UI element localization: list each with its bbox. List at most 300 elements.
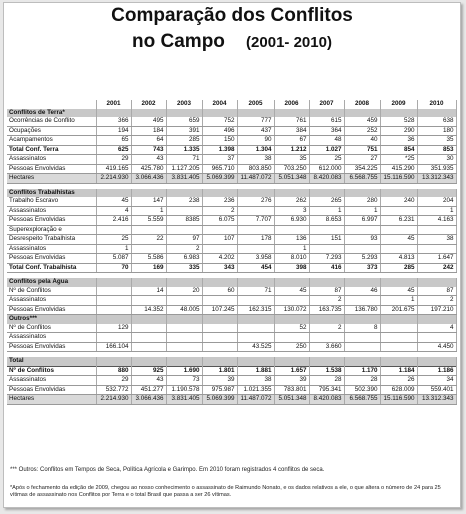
table-cell: 6.231 [380,216,417,226]
table-cell [131,189,166,198]
table-cell: 1.657 [274,366,309,376]
table-cell: 30 [417,155,456,165]
table-cell [309,357,344,366]
table-cell: 528 [380,117,417,126]
table-cell: 880 [96,366,131,376]
table-cell: 2 [166,244,202,254]
table-row [7,197,456,206]
row-label: Nº de Conflitos [7,287,96,296]
table-cell [202,315,237,324]
table-cell: 60 [202,287,237,296]
table-cell: 502.390 [344,385,380,395]
table-cell [417,315,456,324]
table-row [7,342,456,352]
table-cell [202,225,237,235]
table-cell: 5.559 [131,216,166,226]
table-cell: 1.190.578 [166,385,202,395]
table-cell: 2.416 [96,216,131,226]
table-cell: 853 [417,145,456,155]
table-cell: 194 [96,126,131,136]
table-cell [380,109,417,118]
table-cell: 1.881 [237,366,274,376]
table-cell: 3.831.405 [166,174,202,184]
table-cell: 45 [274,287,309,296]
table-row [7,324,456,333]
table-cell [237,278,274,287]
table-cell: 975.987 [202,385,237,395]
table-cell [96,287,131,296]
table-row [7,155,456,165]
table-cell: 3.066.436 [131,174,166,184]
table-cell: 496 [202,126,237,136]
table-cell [237,357,274,366]
table-cell: 39 [202,376,237,386]
table-cell: 1.801 [202,366,237,376]
table-cell [344,342,380,352]
table-cell: 166.104 [96,342,131,352]
table-cell: 1.538 [309,366,344,376]
table-cell: 1 [417,206,456,216]
table-cell: 45 [96,197,131,206]
subtitle-text: no Campo [132,31,225,52]
header-corner [7,100,96,109]
table-cell: 1 [380,296,417,306]
table-cell [131,333,166,343]
table-cell: 343 [202,263,237,273]
row-label: Assassinatos [7,296,96,306]
row-label: Conflitos pela Água [7,278,96,287]
row-label: Pessoas Envolvidas [7,216,96,226]
table-cell: 364 [309,126,344,136]
table-cell [202,244,237,254]
table-cell: 8.420.083 [309,395,344,405]
table-cell: 280 [344,197,380,206]
table-cell [166,225,202,235]
year-header: 2001 [96,100,131,109]
table-cell [309,244,344,254]
table-cell [131,357,166,366]
table-cell: 45 [380,235,417,245]
table-cell [344,278,380,287]
table-cell: 8.420.083 [309,174,344,184]
table-cell [344,357,380,366]
table-cell [131,342,166,352]
table-cell: 6.930 [274,216,309,226]
table-cell: 425.780 [131,164,166,174]
year-header: 2002 [131,100,166,109]
table-cell: 3 [274,206,309,216]
table-cell: 638 [417,117,456,126]
table-cell: 290 [380,126,417,136]
table-cell: 454 [237,263,274,273]
table-cell: 136 [274,235,309,245]
table-cell: 6.568.755 [344,395,380,405]
page-title: Comparação dos Conflitos [111,5,353,26]
table-cell: 40 [344,136,380,146]
table-cell [237,225,274,235]
table-cell [96,333,131,343]
table-row [7,174,456,184]
table-cell [237,324,274,333]
table-cell [202,333,237,343]
table-cell: 8.653 [309,216,344,226]
table-cell [131,244,166,254]
table-cell: 1 [344,206,380,216]
table-cell: 14 [131,287,166,296]
table-cell [237,109,274,118]
table-cell: 437 [237,126,274,136]
table-cell [274,357,309,366]
table-cell [274,296,309,306]
table-cell: 1.027 [309,145,344,155]
row-label: Nº de Conflitos [7,366,96,376]
table-row [7,136,456,146]
table-cell: 276 [237,197,274,206]
table-cell [380,315,417,324]
section-header-row [7,189,456,198]
table-cell [274,278,309,287]
page-subtitle [4,31,460,53]
table-cell: 38 [237,376,274,386]
table-cell [166,315,202,324]
table-cell [166,342,202,352]
table-cell: 178 [237,235,274,245]
table-cell [380,225,417,235]
table-cell [309,333,344,343]
table-cell: 2 [309,296,344,306]
table-cell: 4 [96,206,131,216]
table-row [7,305,456,315]
table-cell [380,278,417,287]
row-label: Hectares [7,174,96,184]
table-cell: 180 [417,126,456,136]
table-cell [96,315,131,324]
table-cell: 22 [131,235,166,245]
table-cell: 28 [344,376,380,386]
row-label: Pessoas Envolvidas [7,164,96,174]
table-cell [417,109,456,118]
table-row [7,376,456,386]
table-cell: 52 [274,324,309,333]
total-row [7,263,456,273]
table-cell: 71 [166,155,202,165]
table-cell [202,324,237,333]
table-cell: 15.116.590 [380,174,417,184]
table-cell [344,189,380,198]
table-cell: 1.212 [274,145,309,155]
table-cell: 391 [166,126,202,136]
table-cell: 35 [274,155,309,165]
table-cell: 262 [274,197,309,206]
year-range: (2001- 2010) [246,34,332,51]
table-cell: 2 [309,324,344,333]
table-cell: 751 [344,145,380,155]
table-cell: 35 [417,136,456,146]
table-cell [166,333,202,343]
table-cell: 1.186 [417,366,456,376]
table-cell: 27 [344,155,380,165]
table-cell [417,278,456,287]
table-cell: 14.352 [131,305,166,315]
table-cell [417,189,456,198]
row-label: Assassinatos [7,206,96,216]
section-header-row [7,315,456,324]
table-cell: 1.127.205 [166,164,202,174]
table-cell: 6.997 [344,216,380,226]
table-cell: 451.277 [131,385,166,395]
table-cell [202,109,237,118]
table-cell [309,315,344,324]
table-cell [344,225,380,235]
table-row [7,225,456,235]
table-cell [344,333,380,343]
table-cell: 107 [202,235,237,245]
table-cell: 285 [166,136,202,146]
table-cell: 5.051.348 [274,395,309,405]
table-cell [274,109,309,118]
table-cell: 285 [380,263,417,273]
table-cell [344,315,380,324]
table-cell: 1.170 [344,366,380,376]
year-header: 2009 [380,100,417,109]
table-cell: 743 [131,145,166,155]
table-cell [380,357,417,366]
table-cell [380,333,417,343]
table-cell: 169 [131,263,166,273]
table-cell [417,357,456,366]
table-cell: 67 [274,136,309,146]
table-cell: 335 [166,263,202,273]
table-cell: 5.087 [96,254,131,264]
table-cell [237,206,274,216]
table-cell: 384 [274,126,309,136]
table-cell: 2.214.930 [96,174,131,184]
table-cell: 184 [131,126,166,136]
table-cell [274,315,309,324]
table-cell: 5.069.399 [202,395,237,405]
footnote-outros: *** Outros: Conflitos em Tempos de Seca, Política Agrícola e Garimpo. Em 2010 foram registrados 4 conflitos de seca. [10,467,325,473]
table-cell: 803.850 [237,164,274,174]
section-header-row [7,109,456,118]
table-cell: 13.312.343 [417,395,456,405]
table-row [7,235,456,245]
table-cell [309,225,344,235]
table-cell: 151 [309,235,344,245]
table-cell: 45 [380,287,417,296]
table-row [7,164,456,174]
table-cell: 236 [202,197,237,206]
table-cell: 25 [96,235,131,245]
row-label: Trabalho Escravo [7,197,96,206]
table-cell: 1.690 [166,366,202,376]
table-cell: 129 [96,324,131,333]
table-cell [309,278,344,287]
table-cell: 366 [96,117,131,126]
table-body [7,109,456,405]
table-cell: 13.312.343 [417,174,456,184]
row-label: Desrespeito Trabalhista [7,235,96,245]
table-cell: 612.000 [309,164,344,174]
table-cell: 615 [309,117,344,126]
table-cell: 8.010 [274,254,309,264]
table-cell: 150 [202,136,237,146]
row-label: Hectares [7,395,96,405]
row-label: Total Conf. Terra [7,145,96,155]
table-cell: 204 [417,197,456,206]
table-cell [202,357,237,366]
table-cell: 48.005 [166,305,202,315]
table-cell: 559.401 [417,385,456,395]
table-cell: 15.116.590 [380,395,417,405]
table-cell: 777 [237,117,274,126]
table-cell [202,296,237,306]
table-cell: 1.335 [166,145,202,155]
table-cell [96,189,131,198]
table-cell: 8385 [166,216,202,226]
table-row [7,395,456,405]
table-cell: 25 [309,155,344,165]
table-cell: 1 [309,206,344,216]
table-cell: 4.202 [202,254,237,264]
table-cell: *25 [380,155,417,165]
table-cell: 11.487.072 [237,395,274,405]
table-cell [344,244,380,254]
table-cell: 38 [237,155,274,165]
table-cell [344,296,380,306]
table-cell [237,315,274,324]
table-cell: 7.293 [309,254,344,264]
table-cell: 71 [237,287,274,296]
table-cell: 46 [344,287,380,296]
table-cell: 29 [96,155,131,165]
total-row [7,145,456,155]
table-cell: 130.072 [274,305,309,315]
table-cell [309,189,344,198]
table-cell [274,225,309,235]
table-cell: 703.250 [274,164,309,174]
table-cell: 625 [96,145,131,155]
row-label: Pessoas Envolvidas [7,385,96,395]
table-cell: 354.225 [344,164,380,174]
table-cell [380,342,417,352]
table-cell: 43.525 [237,342,274,352]
table-cell: 38 [417,235,456,245]
table-cell: 8 [344,324,380,333]
table-cell: 854 [380,145,417,155]
table-cell: 26 [380,376,417,386]
table-cell [237,296,274,306]
table-cell: 416 [309,263,344,273]
table-cell: 965.710 [202,164,237,174]
table-cell: 628.009 [380,385,417,395]
row-label: Ocorrências de Conflito [7,117,96,126]
table-cell: 240 [380,197,417,206]
document-page [3,2,461,508]
table-cell [96,109,131,118]
table-cell: 70 [96,263,131,273]
footnote-assassinato: *Após o fechamento da edição de 2009, chegou ao nosso conhecimento o assassinato de Raimundo Nonato, e os dados relativos a ele, o que altera o número de 24 para 25 vítimas de assassinato nos Conflitos por Terra e o total Brasil que passa a ser 26 vítimas. [10,485,441,498]
table-cell [166,357,202,366]
table-cell: 29 [96,376,131,386]
table-row [7,117,456,126]
row-label: Outros*** [7,315,96,324]
table-cell [131,109,166,118]
table-cell: 6.075 [202,216,237,226]
year-header: 2010 [417,100,456,109]
table-cell [131,225,166,235]
table-cell: 37 [202,155,237,165]
table-cell: 4 [417,324,456,333]
table-cell: 87 [417,287,456,296]
row-label: Conflitos Trabalhistas [7,189,96,198]
table-cell: 398 [274,263,309,273]
table-cell [380,324,417,333]
table-cell: 242 [417,263,456,273]
table-cell [166,109,202,118]
table-cell: 73 [166,376,202,386]
row-label: Assassinatos [7,244,96,254]
table-row [7,244,456,254]
table-cell: 1 [274,244,309,254]
table-cell [131,315,166,324]
table-cell: 415.290 [380,164,417,174]
table-cell: 925 [131,366,166,376]
table-cell: 36 [380,136,417,146]
table-cell: 761 [274,117,309,126]
table-cell: 783.801 [274,385,309,395]
table-cell [380,244,417,254]
table-cell: 532.772 [96,385,131,395]
row-label: Nº de Conflitos [7,324,96,333]
table-cell: 28 [309,376,344,386]
table-cell [380,206,417,216]
row-label: Assassinatos [7,376,96,386]
table-cell: 1.021.355 [237,385,274,395]
year-header: 2008 [344,100,380,109]
row-label: Acampamentos [7,136,96,146]
table-cell: 4.813 [380,254,417,264]
table-cell: 107.245 [202,305,237,315]
table-cell [380,189,417,198]
total-row [7,366,456,376]
table-cell [237,244,274,254]
table-cell: 64 [131,136,166,146]
table-cell [202,278,237,287]
table-cell [166,189,202,198]
table-cell [166,278,202,287]
table-cell: 20 [166,287,202,296]
table-cell: 39 [274,376,309,386]
table-cell: 11.487.072 [237,174,274,184]
table-row [7,385,456,395]
table-cell [166,296,202,306]
table-cell: 250 [274,342,309,352]
table-cell: 5.293 [344,254,380,264]
table-cell: 4.450 [417,342,456,352]
table-cell: 419.165 [96,164,131,174]
table-cell: 2 [417,296,456,306]
row-label: Conflitos de Terra* [7,109,96,118]
year-header: 2007 [309,100,344,109]
table-row [7,333,456,343]
table-cell [274,333,309,343]
table-cell [96,278,131,287]
table-cell: 48 [309,136,344,146]
table-cell [274,189,309,198]
table-cell: 5.069.399 [202,174,237,184]
table-cell: 43 [131,155,166,165]
year-header: 2003 [166,100,202,109]
